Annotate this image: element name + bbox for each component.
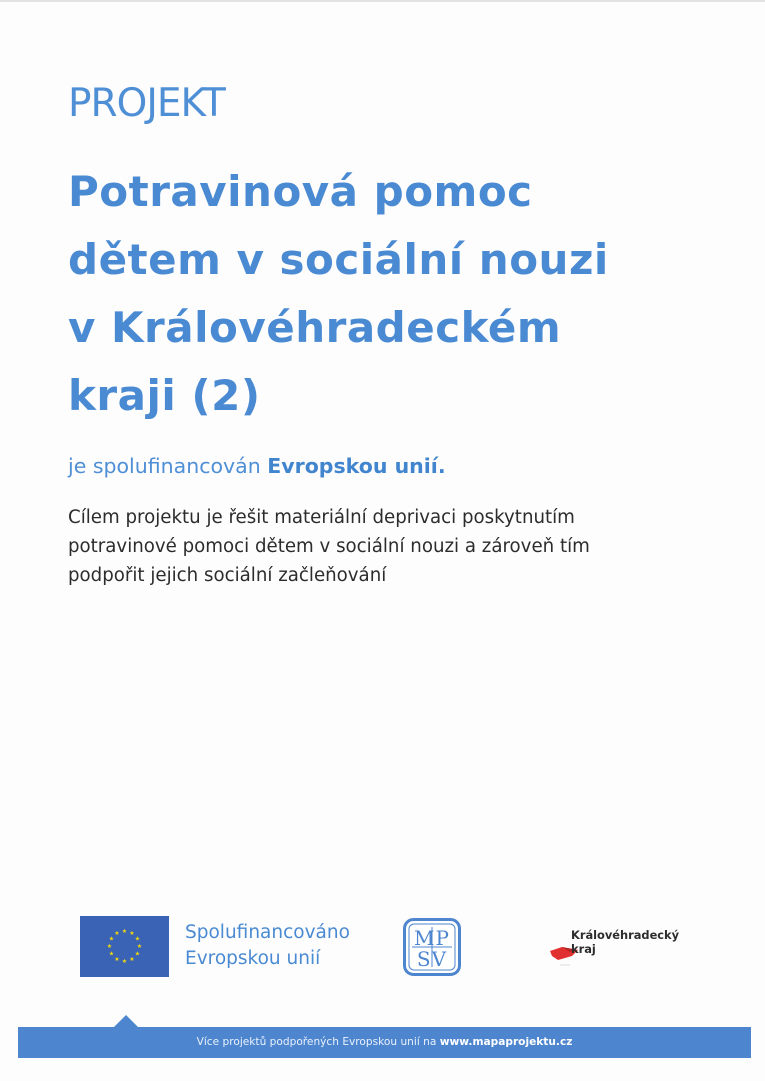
project-description xyxy=(68,503,688,590)
eu-text-line: Evropskou unií xyxy=(185,948,321,969)
poster-title xyxy=(68,158,758,430)
kraj-logo-text xyxy=(571,929,679,956)
title-line: kraji (2) xyxy=(68,371,261,420)
footer-text xyxy=(18,1027,751,1058)
kraj-text-line: kraj xyxy=(571,941,596,956)
svg-text:★: ★ xyxy=(129,930,135,937)
eu-text-line: Spolufinancováno xyxy=(185,922,350,943)
poster-kicker: PROJEKT xyxy=(68,81,225,126)
svg-text:★: ★ xyxy=(134,950,141,958)
svg-text:★: ★ xyxy=(108,935,115,943)
svg-text:★: ★ xyxy=(114,930,120,937)
description-line: podpořit jejich sociální začleňování xyxy=(68,565,387,586)
eu-stars xyxy=(80,916,169,977)
cofund-eu: Evropskou unií. xyxy=(267,454,446,478)
footer-label: Více projektů podpořených Evropskou unií na xyxy=(196,1036,437,1048)
footer-notch xyxy=(114,1015,138,1027)
svg-text:★: ★ xyxy=(108,950,115,958)
cofund-statement xyxy=(68,451,446,481)
svg-text:★: ★ xyxy=(114,956,120,963)
mpsv-logo-icon xyxy=(403,918,461,976)
title-line: dětem v sociální nouzi xyxy=(68,235,609,284)
mpsv-top-text: MP xyxy=(414,926,450,950)
eu-cofund-logo-text xyxy=(185,920,350,972)
svg-text:★: ★ xyxy=(106,943,113,950)
svg-text:★: ★ xyxy=(134,935,141,943)
description-line: Cílem projektu je řešit materiální deprivaci poskytnutím xyxy=(68,507,575,528)
cofund-prefix: je spolufinancován xyxy=(68,454,261,478)
eu-flag-icon xyxy=(80,916,169,977)
description-line: potravinové pomoci dětem v sociální nouzi a zároveň tím xyxy=(68,536,590,557)
title-line: Potravinová pomoc xyxy=(68,167,533,216)
title-line: v Královéhradeckém xyxy=(68,303,562,352)
svg-text:★: ★ xyxy=(121,958,128,965)
mpsv-bottom-text: SV xyxy=(416,947,448,971)
footer-url-link[interactable]: www.mapaprojektu.cz xyxy=(439,1036,573,1048)
kraj-text-line: Královéhradecký xyxy=(571,928,680,942)
svg-text:★: ★ xyxy=(136,943,143,950)
svg-text:★: ★ xyxy=(129,956,135,963)
top-rule xyxy=(0,0,765,2)
svg-text:★: ★ xyxy=(121,928,128,935)
